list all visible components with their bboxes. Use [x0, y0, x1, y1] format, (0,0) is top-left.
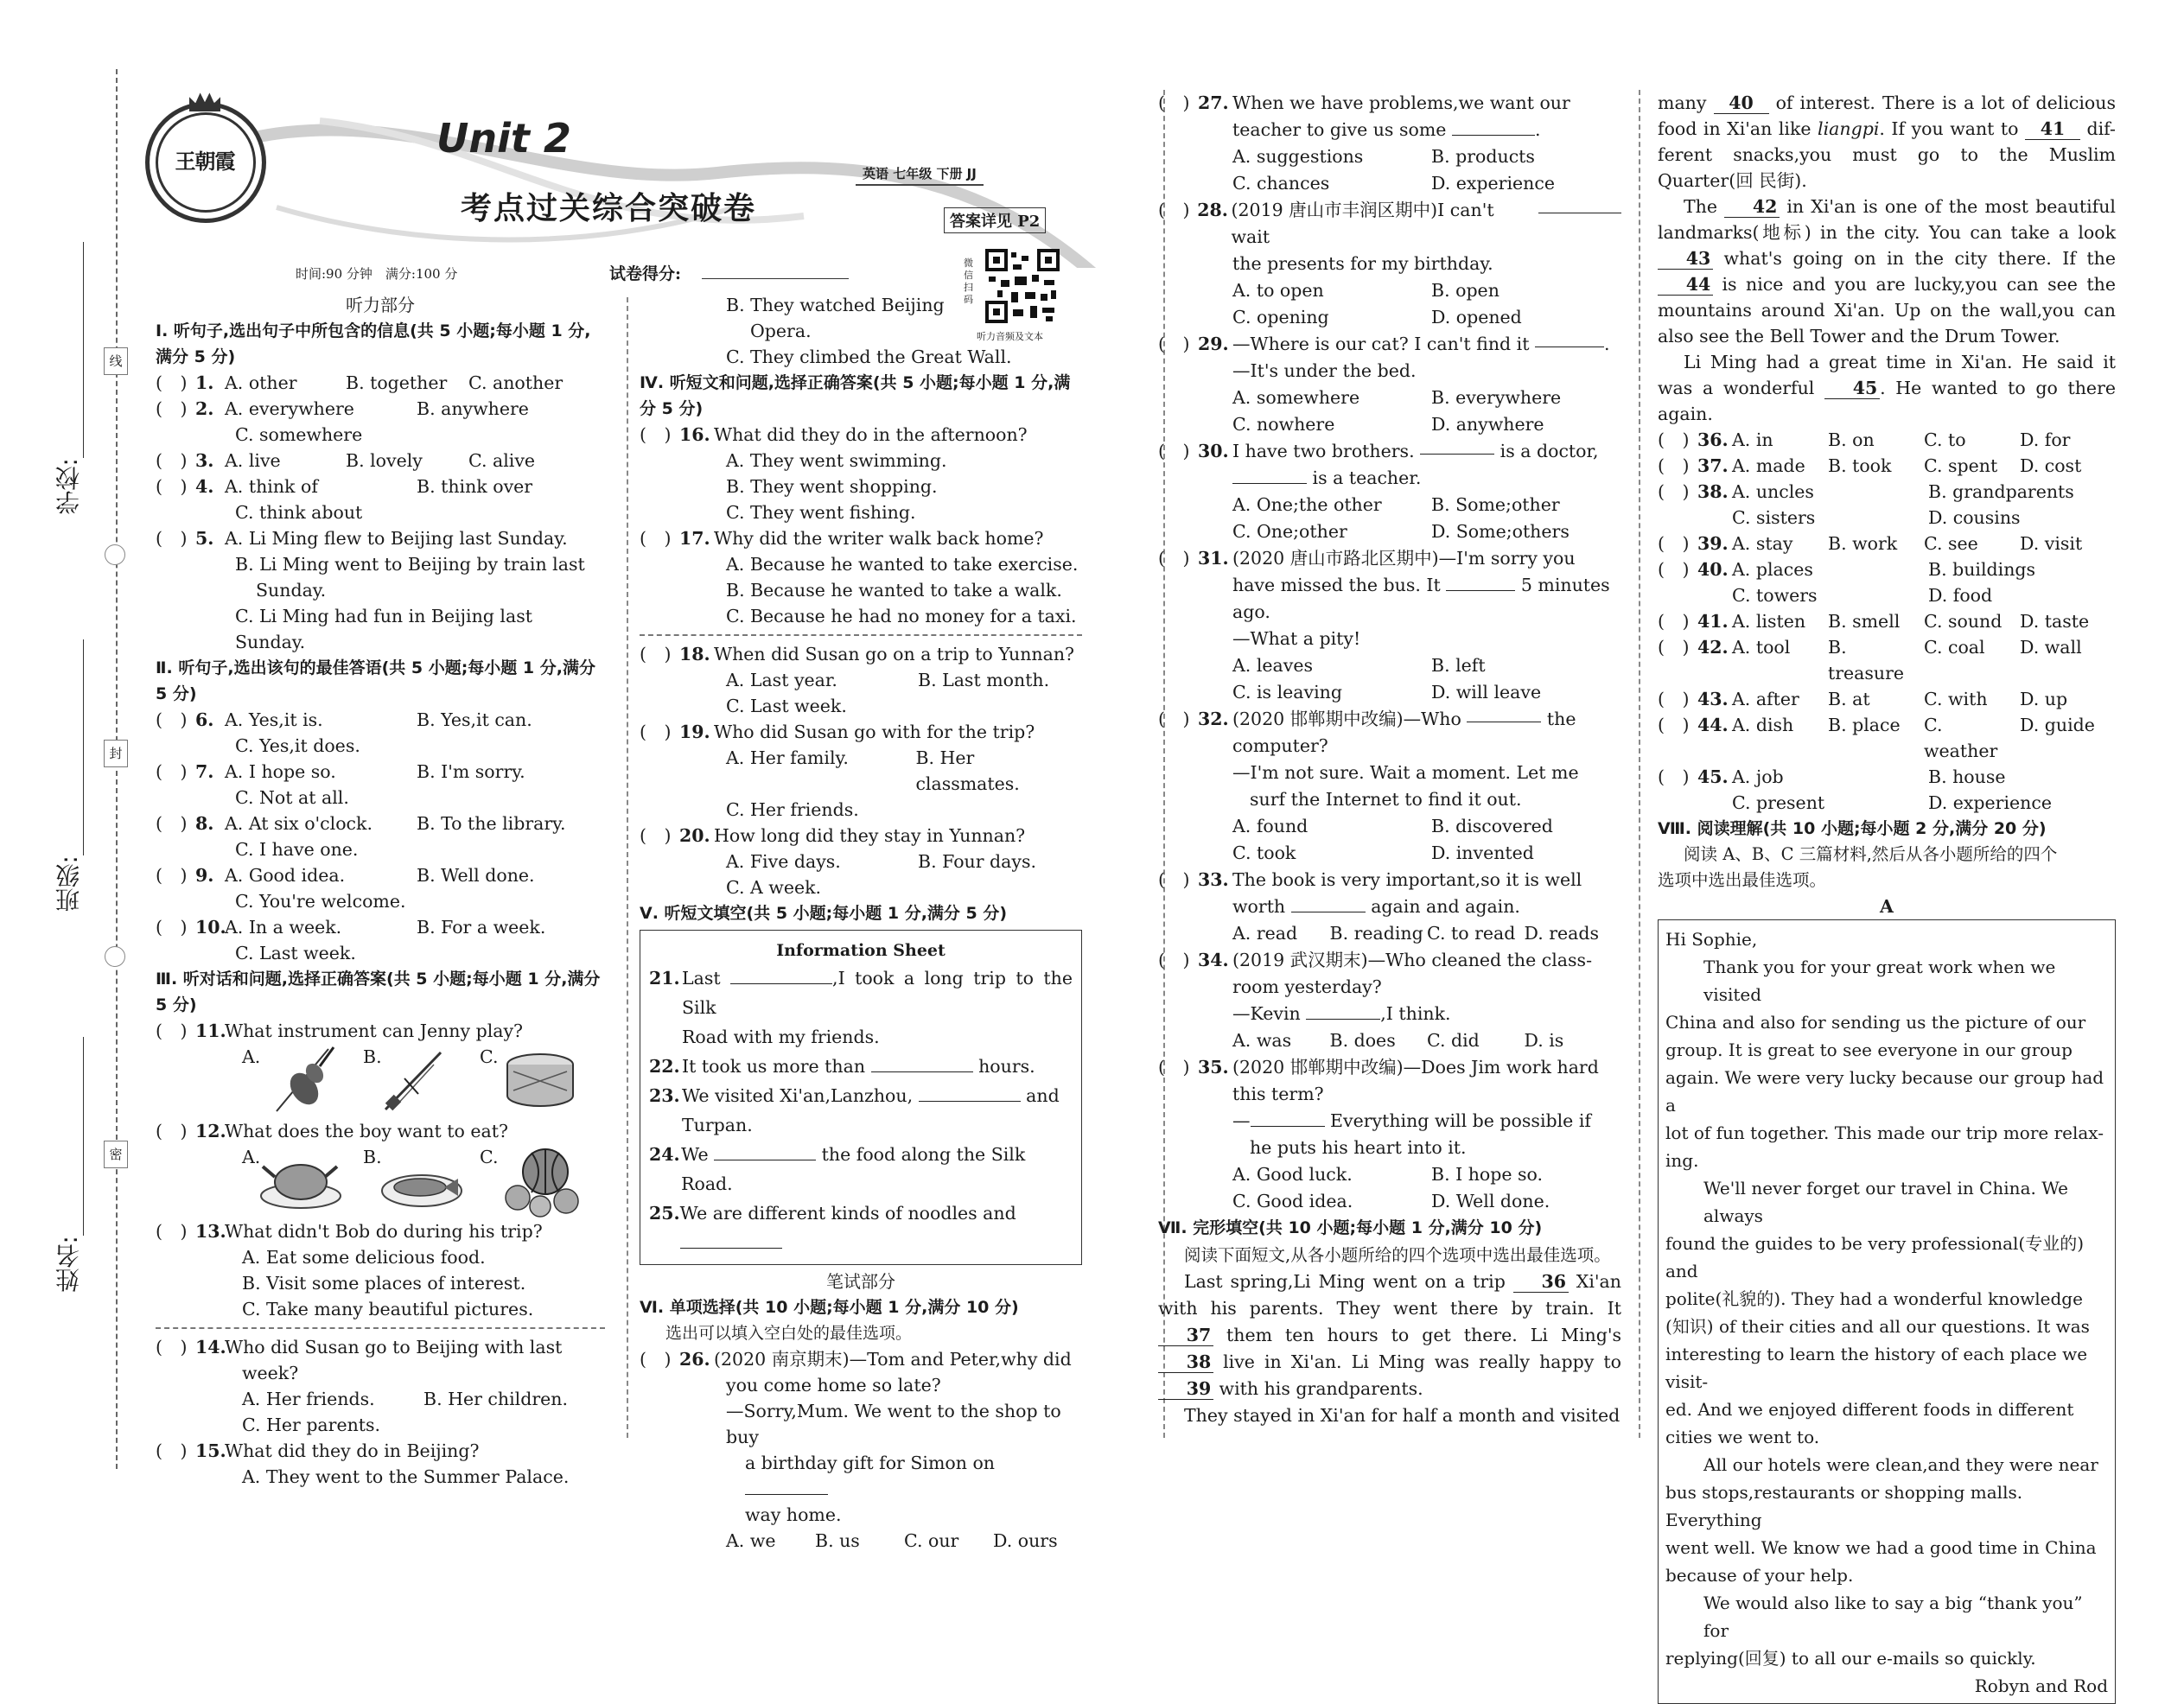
blank-27[interactable]: [1452, 119, 1535, 136]
section-7-instruction: 阅读下面短文,从各小题所给的四个选项中选出最佳选项。: [1184, 1245, 1611, 1265]
question-12-pictures: A. B. C.: [156, 1144, 605, 1218]
question-28: ( ) 28. (2019 唐山市丰润区期中)I can't wait: [1158, 197, 1621, 251]
question-15-option-c: C. They climbed the Great Wall.: [726, 347, 1012, 367]
question-26-line-4: a birthday gift for Simon on: [640, 1450, 1082, 1502]
blank-22[interactable]: [871, 1056, 973, 1072]
question-15-option-a: A. They went to the Summer Palace.: [242, 1466, 570, 1487]
question-14: ( ) 14. Who did Susan go to Beijing with last: [156, 1337, 563, 1357]
section-4-title: Ⅳ. 听短文和问题,选择正确答案(共 5 小题;每小题 1 分,满分 5 分): [640, 373, 1071, 418]
question-2-option-c: C. somewhere: [235, 424, 363, 445]
section-6-title: Ⅵ. 单项选择(共 10 小题;每小题 1 分,满分 10 分): [640, 1298, 1019, 1317]
blank-42[interactable]: 42: [1724, 196, 1780, 218]
name-field[interactable]: [83, 1037, 84, 1236]
question-13-option-c: C. Take many beautiful pictures.: [242, 1299, 534, 1319]
question-10: ( ) 10. A. In a week. B. For a week.: [156, 917, 546, 938]
question-33-line-2: worth again and again.: [1232, 896, 1520, 917]
question-5-option-b: B. Li Ming went to Beijing by train last: [235, 554, 585, 575]
drum-icon[interactable]: [501, 1046, 579, 1116]
section-3-title: Ⅲ. 听对话和问题,选择正确答案(共 5 小题;每小题 1 分,满分 5 分): [156, 970, 601, 1014]
passage-a-label: A: [1880, 896, 1894, 917]
question-31-options-cd: C. is leaving D. will leave: [1232, 682, 1542, 703]
blank-34[interactable]: [1306, 1003, 1380, 1020]
question-20-options: A. Five days. B. Four days.: [726, 851, 1037, 872]
letter-line: We would also like to say a big “thank you” for: [1703, 1593, 2083, 1641]
section-6-instruction: 选出可以填入空白处的最佳选项。: [665, 1324, 913, 1343]
column-3: [1158, 90, 1621, 1429]
question-5-option-c: C. Li Ming had fun in Beijing last Sunday.: [235, 606, 532, 652]
column-divider-3: [1639, 90, 1640, 1438]
question-35-options-cd: C. Good idea. D. Well done.: [1232, 1191, 1550, 1211]
cloze-passage-2-start: They stayed in Xi'an for half a month and visited: [1184, 1405, 1620, 1426]
fruit-basket-icon[interactable]: [497, 1144, 583, 1218]
section-7-title: Ⅶ. 完形填空(共 10 小题;每小题 1 分,满分 10 分): [1158, 1218, 1543, 1237]
question-45: ( ) 45. A. job B. house: [1658, 766, 2006, 787]
cloze-passage-1: Last spring,Li Ming went on a trip 36 Xi'an with his parents. They went there by train. It 37 them ten hours to get there. Li Ming's 38 live in Xi'an. Li Ming was really happy to 39 with his grandparents.: [1158, 1271, 1621, 1399]
cut-mark-1: 线: [104, 347, 128, 375]
question-14-cont: week?: [242, 1363, 299, 1383]
question-26-options: A. we B. us C. our D. ours: [726, 1530, 1058, 1551]
question-27: ( ) 27. When we have problems,we want our: [1158, 92, 1570, 113]
blank-24[interactable]: [714, 1144, 816, 1160]
question-31: ( ) 31. (2020 唐山市路北区期中)—I'm sorry you: [1158, 548, 1576, 569]
binding-line: [116, 69, 118, 1469]
score-field[interactable]: [702, 278, 849, 279]
blank-41[interactable]: 41: [2025, 118, 2080, 140]
cut-mark-3: 密: [104, 1141, 128, 1168]
writing-title: 笔试部分: [826, 1271, 895, 1292]
letter-line: We'll never forget our travel in China. We always: [1703, 1178, 2068, 1226]
blank-44[interactable]: 44: [1658, 274, 1713, 296]
school-label: 学校:: [54, 458, 83, 515]
question-34: ( ) 34. (2019 武汉期末)—Who cleaned the class-: [1158, 950, 1592, 970]
section-8-instruction-cont: 选项中选出最佳选项。: [1658, 870, 1827, 890]
dashed-separator: [640, 634, 1082, 636]
letter-line: found the guides to be very professional(专业的) and: [1665, 1233, 2085, 1281]
letter-line: ed. And we enjoyed different foods in different: [1665, 1399, 2074, 1420]
section-1-title: Ⅰ. 听句子,选出句子中所包含的信息(共 5 小题;每小题 1 分,满分 5 分): [156, 321, 591, 366]
letter-line: interesting to learn the history of each place we visit-: [1665, 1344, 2088, 1392]
question-9: ( ) 9. A. Good idea. B. Well done.: [156, 865, 535, 886]
fish-dish-icon[interactable]: [379, 1148, 465, 1217]
time-score-info: 时间:90 分钟 满分:100 分: [296, 266, 458, 282]
question-38: ( ) 38. A. uncles B. grandparents: [1658, 481, 2074, 502]
question-36: ( ) 36. A. in B. on C. to D. for: [1658, 429, 2071, 450]
question-16-option-b: B. They went shopping.: [726, 476, 938, 497]
question-6: ( ) 6. A. Yes,it is. B. Yes,it can.: [156, 709, 532, 730]
question-38-options-cd: C. sisters D. cousins: [1732, 507, 2021, 528]
question-11: ( ) 11. What instrument can Jenny play?: [156, 1020, 524, 1041]
question-30-options-ab: A. One;the other B. Some;other: [1232, 494, 1560, 515]
column-divider-1: [627, 297, 628, 1438]
question-31-line-3: ago.: [1232, 601, 1270, 622]
listening-title: 听力部分: [346, 295, 415, 315]
binding-hole-1: [105, 544, 125, 565]
question-30-options-cd: C. One;other D. Some;others: [1232, 521, 1570, 542]
question-19-options: A. Her family. B. Her classmates.: [726, 747, 1020, 794]
blank-26[interactable]: [745, 1478, 828, 1495]
information-sheet-title: Information Sheet: [776, 941, 946, 960]
question-30: ( ) 30. I have two brothers. is a doctor,: [1158, 438, 1621, 465]
blank-28[interactable]: [1538, 197, 1621, 213]
publisher-logo: 王朝霞: [145, 102, 266, 223]
school-field[interactable]: [83, 242, 84, 458]
question-20: ( ) 20. How long did they stay in Yunnan?: [640, 825, 1026, 846]
letter-line: China and also for sending us the picture of our: [1665, 1012, 2086, 1033]
information-sheet: [640, 930, 1082, 1265]
question-41: ( ) 41. A. listen B. smell C. sound D. taste: [1658, 611, 2090, 632]
sheet-item-24: 24. We the food along the Silk Road.: [649, 1144, 1026, 1194]
erhu-icon[interactable]: [379, 1044, 448, 1115]
blank-33[interactable]: [1291, 896, 1366, 912]
question-8: ( ) 8. A. At six o'clock. B. To the library.: [156, 813, 566, 834]
question-42: ( ) 42. A. tool B. treasure C. coal D. wall: [1658, 637, 2082, 684]
cloze-passage-2: many 40 of interest. There is a lot of delicious food in Xi'an like liangpi. If you want to 41 dif- ferent snacks,you must go to the Muslim Quarter(回 民街).: [1658, 92, 2116, 191]
question-7: ( ) 7. A. I hope so. B. I'm sorry.: [156, 761, 525, 782]
section-2-title: Ⅱ. 听句子,选出该句的最佳答语(共 5 小题;每小题 1 分,满分 5 分): [156, 658, 595, 703]
letter-line: bus stops,restaurants or shopping malls. Everything: [1665, 1482, 2023, 1530]
question-45-options-cd: C. present D. experience: [1732, 792, 2052, 813]
question-26-line-3: —Sorry,Mum. We went to the shop to buy: [726, 1401, 1061, 1447]
question-16: ( ) 16. What did they do in the afternoon?: [640, 424, 1028, 445]
blank-32[interactable]: [1467, 706, 1541, 722]
question-10-option-c: C. Last week.: [235, 943, 356, 963]
question-7-option-c: C. Not at all.: [235, 787, 349, 808]
blank-36[interactable]: 36: [1513, 1271, 1569, 1293]
question-11-pictures: A. B. C.: [156, 1044, 605, 1118]
blank-39[interactable]: 39: [1158, 1378, 1213, 1400]
letter-greeting: Hi Sophie,: [1665, 929, 1758, 950]
sheet-item-21: 21. Last ,I took a long trip to the Silk: [649, 968, 1073, 1018]
sheet-item-23: 23. We visited Xi'an,Lanzhou, and: [649, 1085, 1060, 1106]
question-14-option-c: C. Her parents.: [242, 1415, 381, 1435]
question-19-option-c: C. Her friends.: [726, 799, 859, 820]
question-3: ( ) 3. A. live B. lovely C. alive: [156, 450, 536, 471]
letter-line: cities we went to.: [1665, 1427, 1820, 1447]
question-9-option-c: C. You're welcome.: [235, 891, 406, 912]
question-18-options: A. Last year. B. Last month.: [726, 670, 1050, 690]
qr-caption: 听力音频及文本: [977, 331, 1043, 342]
violin-icon[interactable]: [268, 1044, 337, 1115]
question-35-options-ab: A. Good luck. B. I hope so.: [1232, 1164, 1544, 1185]
question-28-options-ab: A. to open B. open: [1232, 280, 1500, 301]
letter-line: went well. We know we had a good time in China: [1665, 1537, 2097, 1558]
question-39: ( ) 39. A. stay B. work C. see D. visit: [1658, 533, 2083, 554]
question-29-options-cd: C. nowhere D. anywhere: [1232, 414, 1544, 435]
binding-hole-2: [105, 946, 125, 967]
question-13-option-b: B. Visit some places of interest.: [242, 1273, 526, 1294]
question-29: ( ) 29. —Where is our cat? I can't find it .: [1158, 331, 1621, 358]
question-13-option-a: A. Eat some delicious food.: [242, 1247, 486, 1268]
unit-title: Unit 2: [436, 115, 571, 162]
question-32-line-4: surf the Internet to find it out.: [1250, 789, 1522, 810]
question-40-options-cd: C. towers D. food: [1732, 585, 1993, 606]
blank-25[interactable]: [680, 1232, 782, 1249]
question-15-option-b-cont: Opera.: [750, 321, 812, 341]
question-26-line-5: way home.: [745, 1504, 842, 1525]
class-label: 班级:: [54, 855, 83, 912]
question-29-options-ab: A. somewhere B. everywhere: [1232, 387, 1562, 408]
passage-a-letter: [1658, 919, 2116, 1704]
question-32: ( ) 32. (2020 邯郸期中改编)—Who the: [1158, 706, 1621, 733]
blank-45[interactable]: 45: [1824, 378, 1880, 399]
question-27-options-ab: A. suggestions B. products: [1232, 146, 1535, 167]
question-20-option-c: C. A week.: [726, 877, 822, 898]
question-32-line-2: computer?: [1232, 735, 1328, 756]
question-35-line-2: this term?: [1232, 1084, 1324, 1104]
question-1: ( ) 1. A. other B. together C. another: [156, 372, 564, 393]
question-35: ( ) 35. (2020 邯郸期中改编)—Does Jim work hard: [1158, 1057, 1599, 1078]
sheet-item-23-cont: Turpan.: [682, 1115, 753, 1135]
qr-side-label: 微信扫码: [964, 258, 973, 305]
question-28-line-2: the presents for my birthday.: [1232, 253, 1493, 274]
column-1: [156, 292, 605, 1490]
letter-line: polite(礼貌的). They had a wonderful knowledge: [1665, 1288, 2083, 1309]
question-17-option-b: B. Because he wanted to take a walk.: [726, 580, 1062, 601]
column-2: [640, 292, 1082, 1554]
question-17: ( ) 17. Why did the writer walk back home?: [640, 528, 1044, 549]
question-31-options-ab: A. leaves B. left: [1232, 655, 1486, 676]
question-16-option-c: C. They went fishing.: [726, 502, 916, 523]
class-field[interactable]: [83, 639, 84, 855]
question-29-line-2: —It's under the bed.: [1232, 360, 1417, 381]
sheet-item-21-cont: Road with my friends.: [682, 1027, 880, 1047]
question-8-option-c: C. I have one.: [235, 839, 359, 860]
question-26: ( ) 26. (2020 南京期末)—Tom and Peter,why did: [640, 1349, 1072, 1370]
question-35-line-4: he puts his heart into it.: [1250, 1137, 1467, 1158]
column-4: [1658, 90, 2116, 1704]
question-5: ( ) 5. A. Li Ming flew to Beijing last Sunday.: [156, 528, 568, 549]
question-33: ( ) 33. The book is very important,so it is well: [1158, 869, 1582, 890]
question-27-options-cd: C. chances D. experience: [1232, 173, 1555, 194]
question-13: ( ) 13. What didn't Bob do during his trip?: [156, 1221, 543, 1242]
question-35-line-3: — Everything will be possible if: [1232, 1110, 1591, 1131]
question-30-line-2: is a teacher.: [1158, 465, 1621, 492]
question-28-options-cd: C. opening D. opened: [1232, 307, 1522, 327]
letter-line: lot of fun together. This made our trip more relax-: [1665, 1122, 2104, 1143]
roast-chicken-icon[interactable]: [258, 1148, 344, 1217]
cut-mark-2: 封: [104, 740, 128, 767]
question-17-option-c: C. Because he had no money for a taxi.: [726, 606, 1077, 626]
blank-35[interactable]: [1251, 1110, 1325, 1127]
sheet-item-22: 22. It took us more than hours.: [649, 1056, 1035, 1077]
letter-signature: Robyn and Rod: [1974, 1675, 2108, 1696]
question-14-options: A. Her friends. B. Her children.: [242, 1389, 568, 1409]
letter-line: (知识) of their cities and all our questions. It was: [1665, 1316, 2090, 1337]
question-34-line-2: room yesterday?: [1232, 976, 1382, 997]
blank-38[interactable]: 38: [1158, 1351, 1213, 1373]
question-18: ( ) 18. When did Susan go on a trip to Yunnan?: [640, 644, 1075, 664]
answer-reference: 答案详见 P2: [944, 207, 1046, 233]
blank-40[interactable]: 40: [1714, 92, 1769, 114]
blank-30b[interactable]: [1232, 467, 1307, 484]
blank-29[interactable]: [1535, 331, 1604, 347]
letter-line: group. It is great to see everyone in our group: [1665, 1040, 2073, 1060]
question-2: ( ) 2. A. everywhere B. anywhere: [156, 398, 529, 419]
question-31-line-2: have missed the bus. It 5 minutes: [1232, 575, 1610, 595]
question-15-option-b: B. They watched Beijing: [726, 295, 945, 315]
name-label: 姓名:: [54, 1236, 83, 1293]
section-5-title: Ⅴ. 听短文填空(共 5 小题;每小题 1 分,满分 5 分): [640, 904, 1008, 923]
dashed-separator: [156, 1327, 605, 1329]
blank-23[interactable]: [919, 1085, 1021, 1102]
blank-31[interactable]: [1446, 575, 1515, 591]
grade-badge: 英语 七年级 下册 JJ: [856, 162, 984, 186]
section-8-title: Ⅷ. 阅读理解(共 10 小题;每小题 2 分,满分 20 分): [1658, 819, 2047, 838]
letter-line: because of your help.: [1665, 1565, 1854, 1586]
cloze-passage-4: Li Ming had a great time in Xi'an. He said it was a wonderful 45 . He wanted to go there again.: [1658, 352, 2116, 424]
question-37: ( ) 37. A. made B. took C. spent D. cost: [1658, 455, 2082, 476]
question-19: ( ) 19. Who did Susan go with for the trip?: [640, 722, 1035, 742]
blank-21[interactable]: [730, 968, 832, 984]
letter-line: replying(回复) to all our e-mails so quickly.: [1665, 1648, 2036, 1669]
question-27-line-2: teacher to give us some .: [1232, 119, 1541, 140]
question-44: ( ) 44. A. dish B. place C. weather D. guide: [1658, 715, 2095, 761]
question-18-option-c: C. Last week.: [726, 696, 847, 716]
score-label: 试卷得分:: [609, 264, 682, 283]
question-32-options-cd: C. took D. invented: [1232, 842, 1534, 863]
letter-line: Thank you for your great work when we visited: [1703, 957, 2056, 1005]
question-34-line-3: —Kevin ,I think.: [1232, 1003, 1451, 1024]
cloze-passage-3: The 42 in Xi'an is one of the most beautiful landmarks(地标) in the city. You can take a look 43 what's going on in the city there. If the 44 is nice and you are lucky,you can see the mountains around Xi'an. Up on the wall,you can also see the Bell Tower and the Drum Tower.: [1658, 196, 2116, 347]
question-15: ( ) 15. What did they do in Beijing?: [156, 1440, 480, 1461]
question-5-option-b-cont: Sunday.: [256, 580, 327, 601]
question-6-option-c: C. Yes,it does.: [235, 735, 360, 756]
blank-43[interactable]: 43: [1658, 248, 1713, 270]
letter-line: All our hotels were clean,and they were near: [1703, 1454, 2098, 1475]
question-43: ( ) 43. A. after B. at C. with D. up: [1658, 689, 2068, 709]
blank-30a[interactable]: [1420, 438, 1494, 455]
question-4-option-c: C. think about: [235, 502, 363, 523]
question-32-line-3: —I'm not sure. Wait a moment. Let me: [1232, 762, 1579, 783]
question-33-options: A. read B. reading C. to read D. reads: [1232, 923, 1600, 944]
question-31-line-4: —What a pity!: [1232, 628, 1361, 649]
paper-title: 考点过关综合突破卷: [461, 190, 757, 226]
question-12: ( ) 12. What does the boy want to eat?: [156, 1121, 508, 1141]
question-34-options: A. was B. does C. did D. is: [1232, 1030, 1564, 1051]
question-40: ( ) 40. A. places B. buildings: [1658, 559, 2036, 580]
question-32-options-ab: A. found B. discovered: [1232, 816, 1553, 836]
letter-line: again. We were very lucky because our group had a: [1665, 1067, 2104, 1116]
question-16-option-a: A. They went swimming.: [726, 450, 947, 471]
question-4: ( ) 4. A. think of B. think over: [156, 476, 533, 497]
letter-line: ing.: [1665, 1150, 1699, 1171]
blank-37[interactable]: 37: [1158, 1325, 1213, 1346]
section-8-instruction: 阅读 A、B、C 三篇材料,然后从各小题所给的四个: [1684, 844, 2058, 864]
sheet-item-25: 25. We are different kinds of noodles and: [649, 1199, 1073, 1257]
question-17-option-a: A. Because he wanted to take exercise.: [726, 554, 1079, 575]
question-26-line-2: you come home so late?: [726, 1375, 941, 1396]
